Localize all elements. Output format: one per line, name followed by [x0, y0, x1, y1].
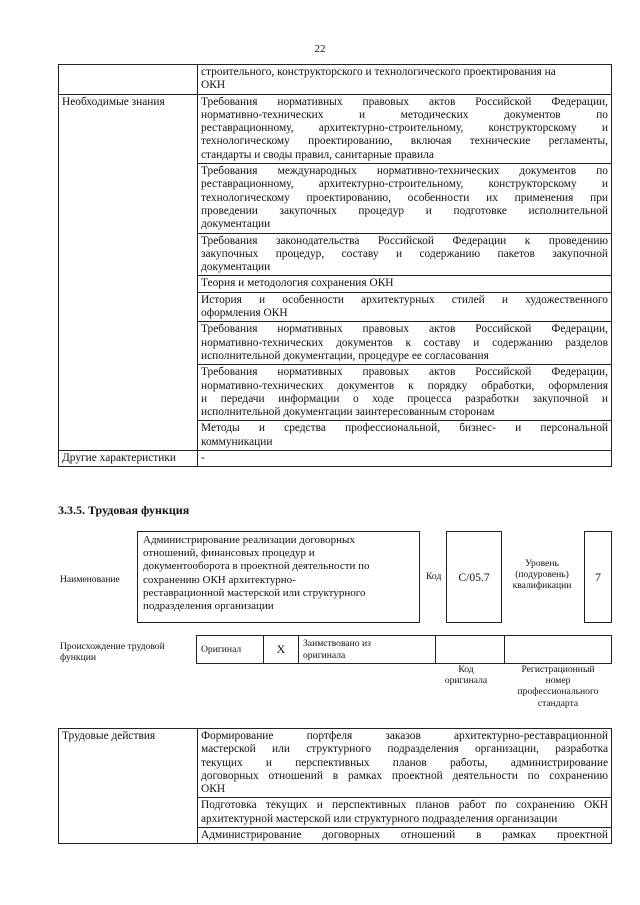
text-line: сохранению ОКН архитектурно-: [143, 573, 296, 586]
knowledge-item: [198, 365, 612, 421]
original-code-cell: [436, 636, 505, 664]
text-line: Заимствовано из: [303, 638, 371, 650]
text-line: Формирование портфеля заказов архитектурно-реставрационной: [201, 730, 608, 742]
table-row: [59, 94, 612, 163]
text-line: стандарта: [537, 697, 579, 709]
text-line: Теория и методология сохранения ОКН: [201, 277, 394, 290]
text-line: отношений, финансовых процедур и: [143, 547, 315, 560]
text-line: функции: [60, 652, 96, 664]
text-line: реставрационному, архитектурно-строительному, конструкторскому и: [201, 178, 608, 191]
text-line: Требования нормативных правовых актов Российской Федерации,: [201, 95, 608, 108]
text-line: текущих и перспективных планов работы, администрирование: [201, 756, 608, 769]
text-line: закупочных процедур, составу и содержанию пакетов закупочной: [201, 247, 608, 260]
knowledge-item: [198, 94, 612, 163]
text-line: документации: [201, 218, 271, 231]
borrowed-label: [299, 636, 436, 664]
table-row: [197, 636, 612, 664]
text-line: ОКН: [201, 79, 226, 92]
knowledge-item: [198, 292, 612, 322]
text-line: профессионального: [517, 686, 599, 698]
knowledge-item: [198, 164, 612, 233]
text-line: технологическому проектированию, особенности их применения при: [201, 191, 608, 204]
text-line: Требования нормативных правовых актов Российской Федерации,: [201, 366, 608, 379]
text-line: стандарты и своды правил, санитарные правила: [201, 148, 434, 161]
table-row: [59, 451, 612, 467]
labor-actions-table: [58, 728, 612, 844]
text-line: оригинала: [444, 675, 488, 687]
table-row: [59, 65, 612, 95]
original-code-caption: [432, 664, 500, 686]
origin-table: [196, 635, 612, 664]
empty-label-cell: [59, 65, 198, 95]
text-line: ОКН: [201, 783, 226, 796]
original-label: Оригинал: [197, 636, 264, 664]
knowledge-item: [198, 421, 612, 451]
text-line: Регистрационный: [521, 664, 595, 675]
text-line: исполнительной документации, процедуре ее согласования: [201, 349, 489, 362]
required-knowledge-label: Необходимые знания: [59, 94, 198, 450]
text-line: договорных отношений в рамках проектной деятельности по сохранению: [201, 769, 608, 782]
knowledge-table: [58, 64, 612, 467]
other-characteristics-label: Другие характеристики: [59, 451, 198, 467]
text-line: технологическому проектированию, включая технические регламенты,: [201, 135, 608, 148]
text-line: коммуникации: [201, 435, 273, 448]
text-line: История и особенности архитектурных стилей и художественного: [201, 293, 608, 306]
text-line: Администрирование договорных отношений в рамках проектной: [201, 829, 608, 842]
level-label: [506, 558, 578, 592]
text-line: Администрирование реализации договорных: [143, 534, 355, 546]
text-line: номер: [545, 675, 571, 687]
code-label: Код: [426, 571, 442, 582]
text-line: проведении закупочных процедур и подготовке исполнительной: [201, 204, 608, 217]
action-item: [198, 729, 612, 798]
function-name-box: [137, 531, 420, 623]
text-line: Подготовка текущих и перспективных планов работ по сохранению ОКН: [201, 799, 608, 812]
text-line: исполнительной документации заинтересованным сторонам: [201, 406, 495, 419]
text-line: квалификации: [512, 580, 572, 592]
text-line: нормативно-технических документов к порядку обработки, оформления: [201, 379, 608, 392]
table-row: [59, 729, 612, 798]
text-line: нормативно-технических и методических документов по: [201, 108, 608, 121]
labor-actions-label: Трудовые действия: [59, 729, 198, 844]
page-number: 22: [314, 43, 326, 55]
registration-number-caption: [506, 664, 610, 709]
text-line: Требования нормативных правовых актов Российской Федерации,: [201, 323, 608, 336]
action-item: [198, 798, 612, 828]
origin-label: [60, 641, 190, 663]
text-line: оформления ОКН: [201, 307, 288, 320]
knowledge-item: [198, 322, 612, 365]
text-line: документооборота в проектной деятельности по: [143, 560, 370, 573]
text-line: строительного, конструкторского и технологического проектирования на: [201, 66, 556, 78]
text-line: документации: [201, 261, 271, 274]
function-code-box: C/05.7: [446, 531, 502, 623]
qualification-level-box: 7: [584, 531, 612, 623]
name-label: Наименование: [60, 574, 120, 585]
text-line: реставрационной мастерской или структурного: [143, 586, 366, 599]
action-item: [198, 828, 612, 844]
knowledge-item: [198, 276, 612, 292]
section-title: 3.3.5. Трудовая функция: [58, 503, 190, 517]
text-line: Требования международных нормативно-технических документов по: [201, 165, 608, 178]
text-line: и передачи информации о ходе процесса разработки закупочной и: [201, 392, 608, 405]
text-line: нормативно-технических документов к составу и содержанию разделов: [201, 336, 608, 349]
text-line: Уровень: [525, 558, 559, 569]
text-line: оригинала: [303, 649, 346, 661]
text-line: реставрационному, архитектурно-строительному, конструкторскому и: [201, 122, 608, 135]
other-characteristics-value: -: [198, 451, 612, 467]
knowledge-item: [198, 233, 612, 276]
text-line: подразделения организации: [143, 600, 274, 613]
registration-number-cell: [505, 636, 612, 664]
text-line: Требования законодательства Российской Федерации к проведению: [201, 234, 608, 247]
text-line: Методы и средства профессиональной, бизнес- и персональной: [201, 422, 608, 435]
text-line: мастерской или структурного подразделения организации, разработка: [201, 743, 608, 756]
text-line: архитектурной мастерской или структурного подразделения организации: [201, 812, 558, 825]
original-mark: X: [264, 636, 299, 664]
text-line: Происхождение трудовой: [60, 641, 165, 652]
text-line: (подуровень): [515, 569, 569, 581]
text-line: Код: [458, 664, 474, 675]
continuation-cell: [198, 65, 612, 95]
